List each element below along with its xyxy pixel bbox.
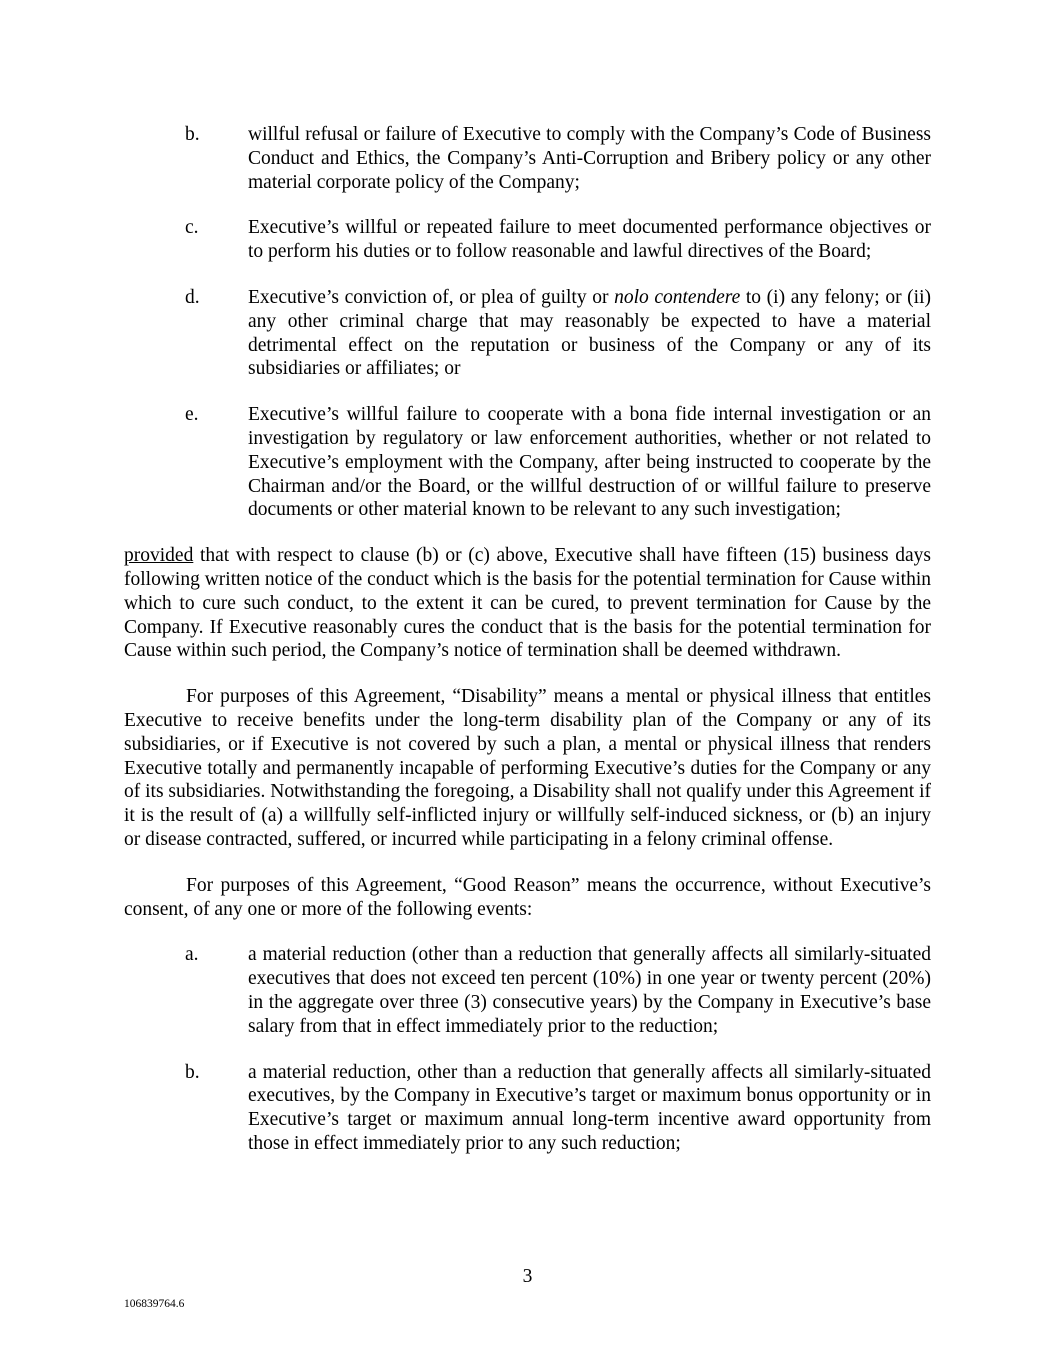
clause-c-cause — [124, 216, 931, 264]
clause-text — [248, 286, 931, 381]
clause-text: a material reduction, other than a reduction that generally affects all similarly-situated executives, by the Company in Executive’s target or maximum bonus opportunity or in Executive’s target or maximum annual long-term incentive award opportunity from those in effect immediately prior to any such reduction; — [248, 1061, 931, 1154]
clause-marker: b. — [185, 1061, 200, 1083]
clause-text: Executive’s willful or repeated failure to meet documented performance objectives or to perform his duties or to follow reasonable and lawful directives of the Board; — [248, 217, 931, 263]
clause-text-italic: nolo contendere — [614, 286, 741, 308]
clause-text-before: Executive’s conviction of, or plea of guilty or — [248, 286, 615, 308]
clause-b-good-reason — [124, 1061, 931, 1156]
clause-text: a material reduction (other than a reduction that generally affects all similarly-situated executives that does not exceed ten percent (10%) in one year or twenty percent (20%) in the aggregate over three (3) consecutive years) by the Company in Executive’s base salary from that in effect immediately prior to the reduction; — [248, 944, 931, 1037]
clause-d-cause — [124, 286, 931, 381]
clause-text: Executive’s willful failure to cooperate with a bona fide internal investigation or an investigation by regulatory or law enforcement authorities, whether or not related to Executive’s employment with the Company, after being instructed to cooperate by the Chairman and/or the Board, or the willful destruction of or willful failure to preserve documents or other material known to be relevant to any such investigation; — [248, 404, 931, 521]
proviso-text: that with respect to clause (b) or (c) above, Executive shall have fifteen (15) business days following written notice of the conduct which is the basis for the potential termination for Cause within which to cure such conduct, to the extent it can be cured, to prevent termination for Cause by the Company. If Executive reasonably cures the conduct that is the basis for the potential termination for Cause within such period, the Company’s notice of termination shall be deemed withdrawn. — [124, 545, 931, 662]
proviso-paragraph — [124, 544, 931, 663]
clause-marker: e. — [185, 404, 199, 426]
good-reason-intro: For purposes of this Agreement, “Good Reason” means the occurrence, without Executive’s consent, of any one or more of the following events: — [124, 874, 931, 920]
clause-text: willful refusal or failure of Executive to comply with the Company’s Code of Business Conduct and Ethics, the Company’s Anti-Corruption and Bribery policy or any other material corporate policy of the Company; — [248, 124, 931, 193]
clause-a-good-reason — [124, 943, 931, 1038]
clause-b-cause — [124, 123, 931, 194]
document-id: 106839764.6 — [124, 1298, 185, 1310]
clause-marker: b. — [185, 124, 200, 145]
document-page — [124, 123, 931, 1178]
proviso-underlined: provided — [124, 545, 194, 567]
clause-e-cause — [124, 403, 931, 522]
clause-marker: a. — [185, 944, 199, 966]
clause-marker: d. — [185, 286, 200, 308]
clause-text-after: to (i) any felony; or (ii) any other criminal charge that may reasonably be expected to have a material detrimental effect on the reputation or business of the Company or any of its subsidiaries or affiliates; or — [248, 286, 932, 380]
clause-marker: c. — [185, 217, 199, 239]
disability-paragraph: For purposes of this Agreement, “Disability” means a mental or physical illness that entitles Executive to receive benefits under the long-term disability plan of the Company or any of its subsidiaries, or if Executive is not covered by such a plan, a mental or physical illness that renders Executive totally and permanently incapable of performing Executive’s duties for the Company or any of its subsidiaries. Notwithstanding the foregoing, a Disability shall not qualify under this Agreement if it is the result of (a) a willfully self-inflicted injury or willfully self-induced sickness, or (b) an injury or disease contracted, suffered, or incurred while participating in a felony criminal offense. — [124, 686, 931, 850]
page-number: 3 — [522, 1266, 533, 1287]
